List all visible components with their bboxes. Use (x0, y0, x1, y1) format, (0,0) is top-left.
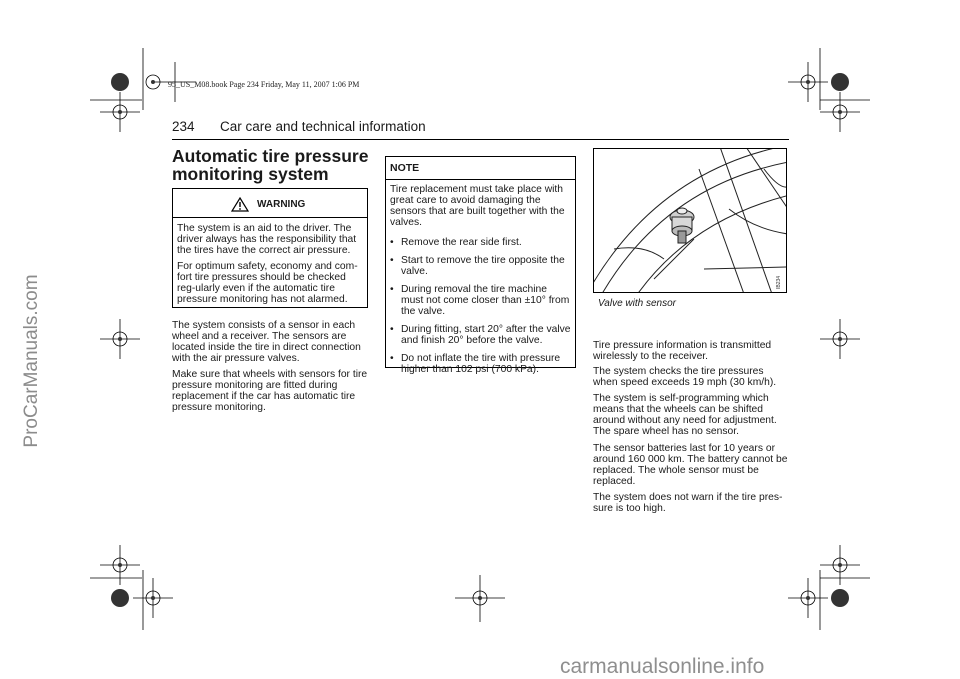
warning-triangle-icon (231, 197, 249, 212)
note-header (386, 157, 575, 180)
bullet-icon: • (390, 237, 394, 248)
body-paragraph: Tire pressure information is transmitted wirelessly to the receiver. (593, 340, 772, 362)
page-number: 234 (172, 119, 195, 134)
page-title: Automatic tire pressure monitoring system (172, 146, 369, 184)
list-item-text: Start to remove the tire opposite the valve. (401, 255, 565, 277)
figure-caption: Valve with sensor (598, 298, 676, 309)
list-item (390, 284, 572, 317)
body-paragraph: The sensor batteries last for 10 years or around 160 000 km. The battery cannot be replaced. The whole sensor must be replaced. (593, 443, 788, 487)
section-title: Car care and technical information (220, 119, 426, 134)
wheel-valve-drawing (594, 149, 787, 293)
body-paragraph: The system checks the tire pressures when speed exceeds 19 mph (30 km/h). (593, 366, 777, 388)
bottom-watermark: carmanualsonline.info (560, 655, 765, 678)
list-item-text: During fitting, start 20° after the valve and finish 20° before the valve. (401, 324, 571, 346)
figure-code: IB234 (776, 275, 782, 289)
bullet-icon: • (390, 255, 394, 266)
side-watermark: ProCarManuals.com (21, 274, 42, 448)
warning-header (173, 189, 367, 218)
bullet-icon: • (390, 353, 394, 364)
body-paragraph: The system consists of a sensor in each wheel and a receiver. The sensors are located inside the tire in direct connection with the air pressure valves. (172, 320, 361, 364)
page-header (172, 119, 789, 140)
list-item-text: Do not inflate the tire with pressure higher than 102 psi (700 kPa). (401, 353, 561, 375)
list-item (390, 353, 572, 375)
list-item-text: During removal the tire machine must not come closer than ±10° from the valve. (401, 284, 570, 317)
warning-label: WARNING (257, 199, 306, 210)
warning-paragraph: The system is an aid to the driver. The driver always has the responsibility that the tires have the correct air pressure. (177, 223, 357, 256)
note-label: NOTE (390, 162, 420, 174)
warning-box (172, 188, 368, 308)
warning-paragraph: For optimum safety, economy and com-fort tire pressures should be checked reg-ularly even if the automatic tire pressure monitoring has not alarmed. (177, 261, 358, 305)
body-paragraph: The system does not warn if the tire pres-sure is too high. (593, 492, 783, 514)
body-paragraph: Make sure that wheels with sensors for tire pressure monitoring are fitted during replacement if the car has automatic tire pressure monitoring. (172, 369, 368, 413)
bullet-icon: • (390, 284, 394, 295)
list-item (390, 237, 572, 248)
list-item (390, 255, 572, 277)
bullet-icon: • (390, 324, 394, 335)
list-item-text: Remove the rear side first. (401, 237, 522, 248)
valve-sensor-illustration (593, 148, 787, 293)
list-item (390, 324, 572, 346)
book-file-line: 95_US_M08.book Page 234 Friday, May 11, 2007 1:06 PM (168, 80, 360, 89)
body-paragraph: The system is self-programming which means that the wheels can be shifted around without any need for adjustment. The spare wheel has no sensor. (593, 393, 777, 437)
note-intro: Tire replacement must take place with great care to avoid damaging the sensors that are built together with the valves. (390, 184, 565, 228)
note-box (385, 156, 576, 375)
valve-sensor-icon (670, 208, 694, 243)
note-bullet-list (390, 237, 572, 382)
